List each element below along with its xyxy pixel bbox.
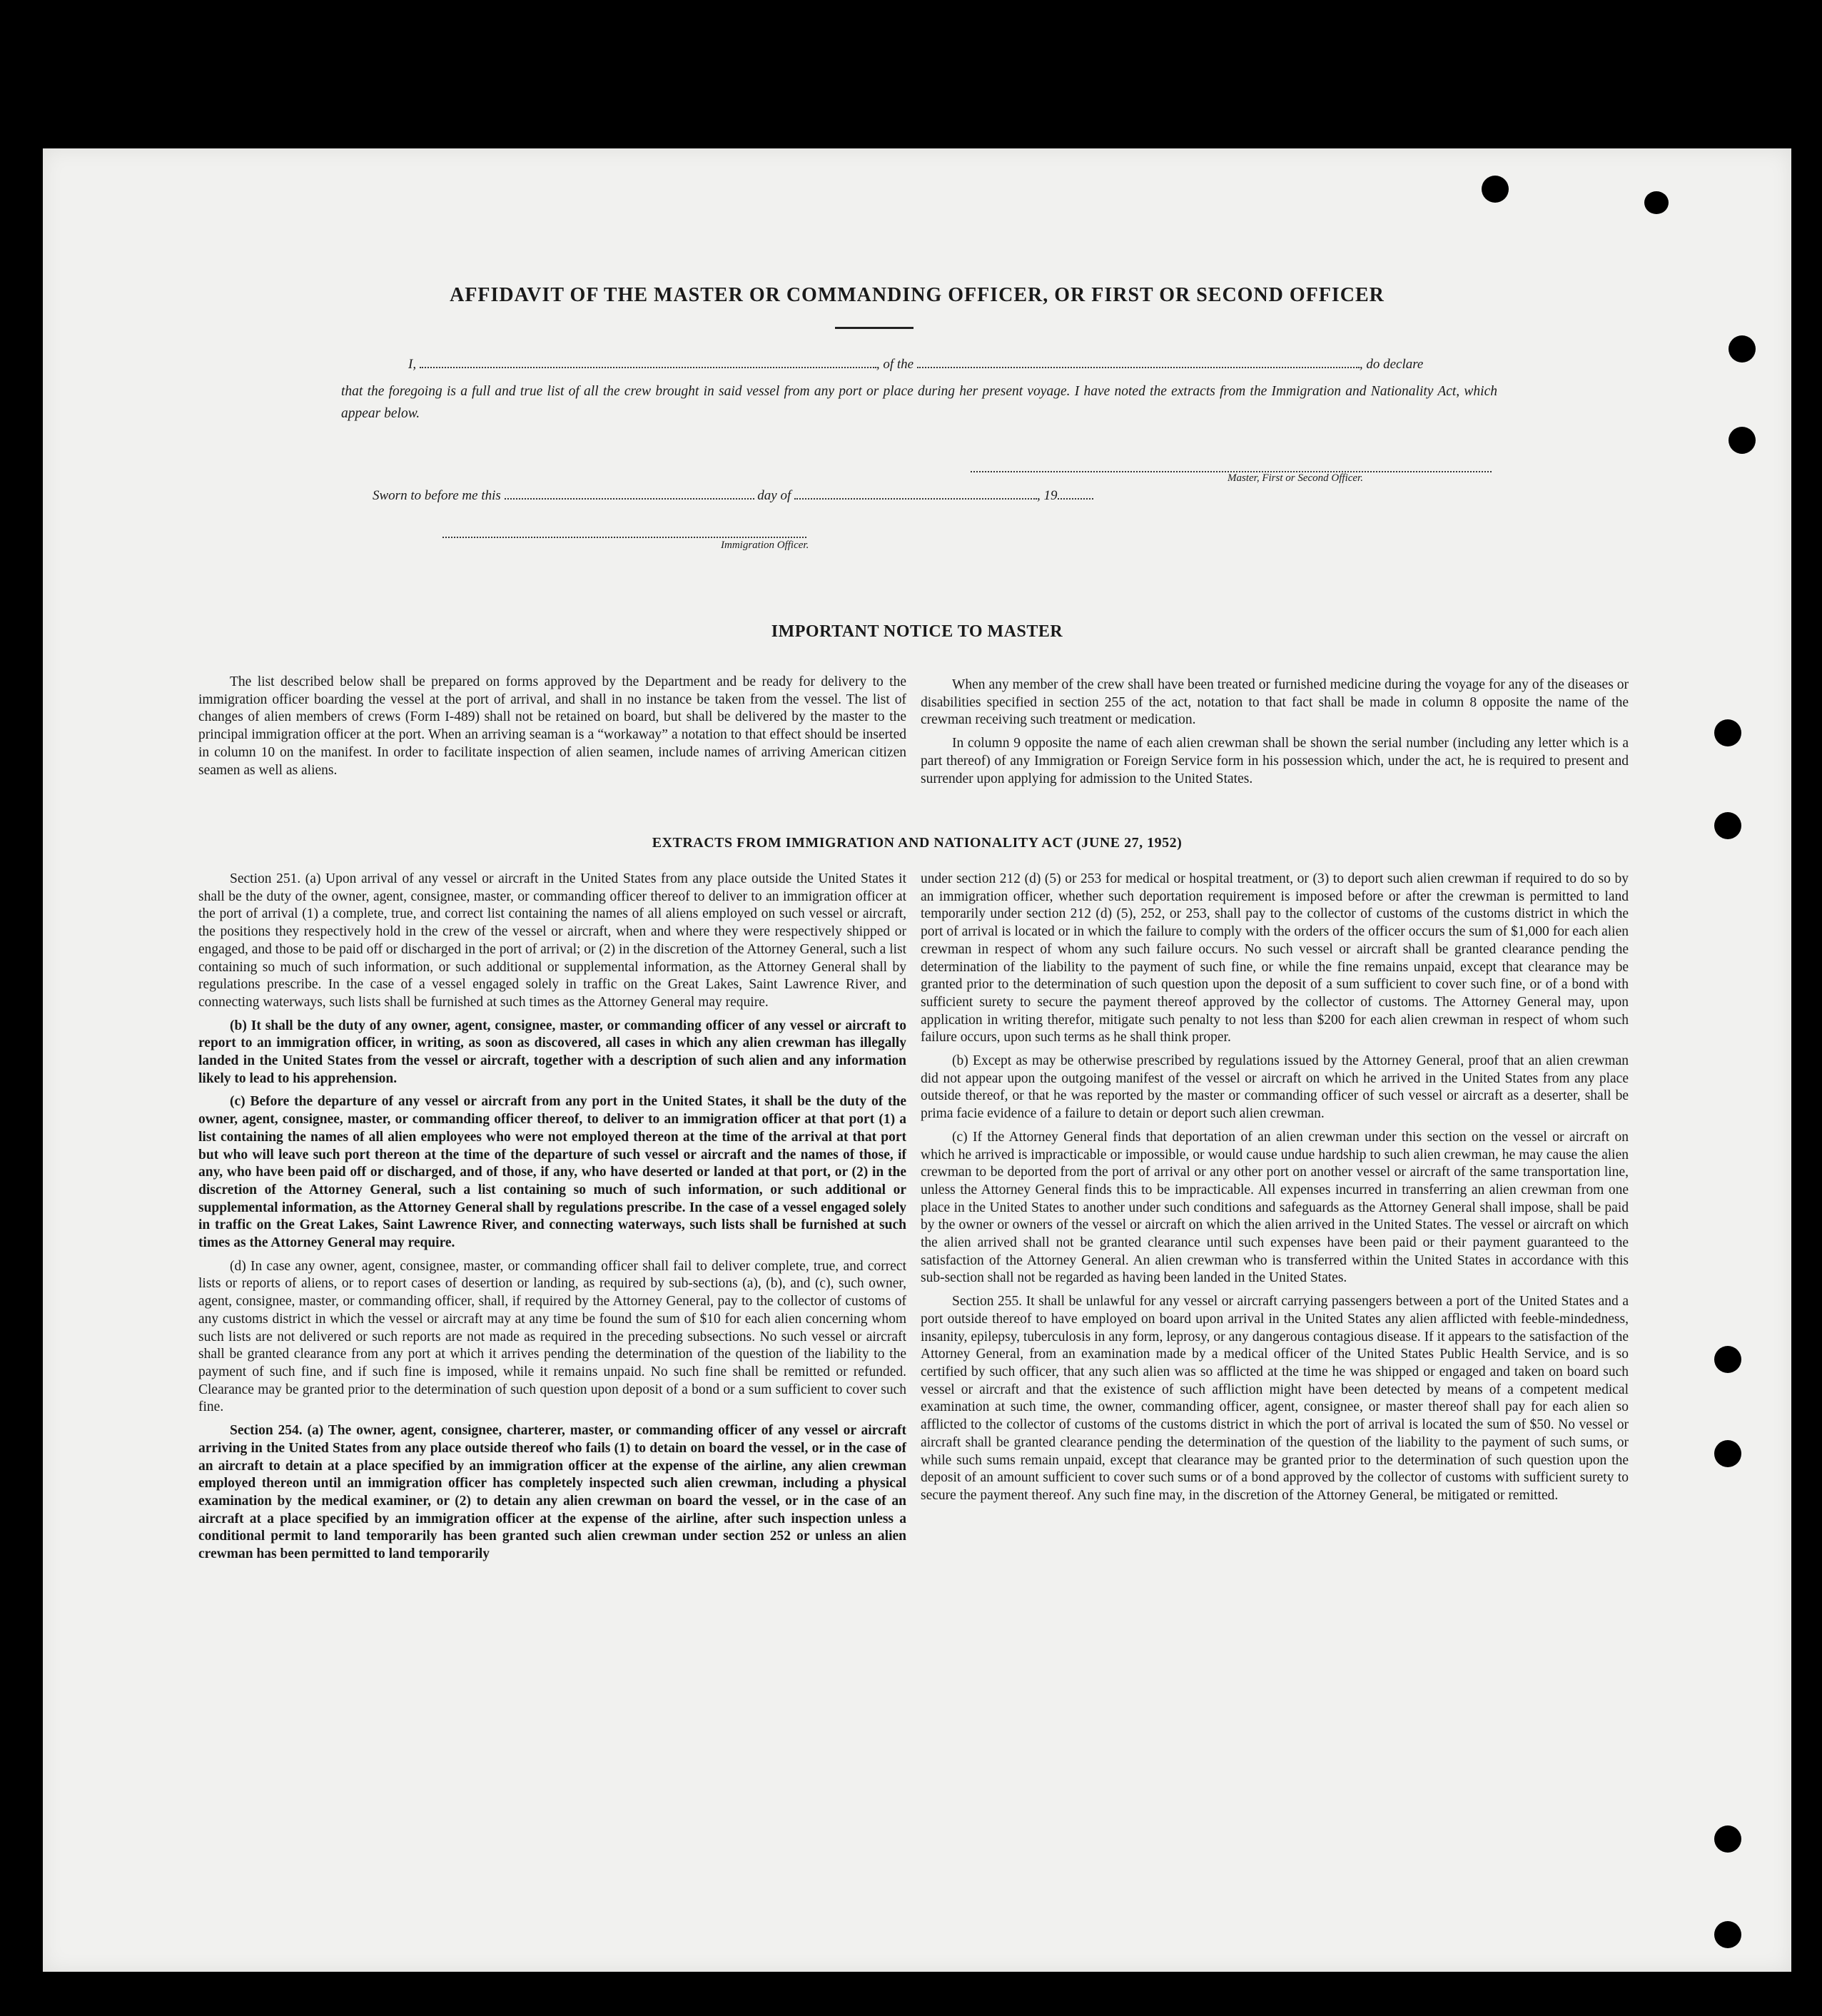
section-254-a: Section 254. (a) The owner, agent, consignee, charterer, master, or commanding officer of any vessel or aircraft arriving in the United States from any place outside thereof who fails (1) to detain on board the vessel, or in the case of an aircraft to detain at a place specified by an immigration officer at the expense of the airline, any alien crewman employed thereon until an immigration officer has completely inspected such alien crewman, including a physical examination by the medical examiner, or (2) to detain any alien crewman on board the vessel, or in the case of an aircraft at a place specified by an immigration officer at the expense of the airline, after such inspection unless a conditional permit to land temporarily has been granted such alien crewman under section 252 or unless an alien crewman has been permitted to land temporarily (198, 1423, 906, 1562)
affidavit-title: AFFIDAVIT OF THE MASTER OR COMMANDING OFFICER, OR FIRST OR SECOND OFFICER (450, 284, 1385, 306)
extracts-left-column (198, 871, 906, 1569)
punch-hole (1714, 1825, 1741, 1853)
section-251-b: (b) It shall be the duty of any owner, agent, consignee, master, or commanding officer of any vessel or aircraft to report to an immigration officer, in writing, as soon as discovered, all cases in which any alien crewman has illegally landed in the United States from the vessel or aircraft, together with a description of such alien and any information likely to lead to his apprehension. (198, 1018, 906, 1086)
title-divider (835, 327, 913, 329)
officer-signature-line[interactable] (442, 535, 806, 538)
declaration-line (408, 357, 1423, 373)
declaration-of-the: , of the (876, 357, 914, 372)
punch-hole (1644, 191, 1669, 214)
section-255: Section 255. It shall be unlawful for any vessel or aircraft carrying passengers between a port of the United States and a port outside thereof to have employed on board upon arrival in the United States any alien afflicted with feeble-mindedness, insanity, epilepsy, tuberculosis in any form, leprosy, or any dangerous contagious disease. If it appears to the satisfaction of the Attorney General, from an examination made by a medical officer of the United States Public Health Service, and is so certified by such officer, that any such alien was so afflicted at the time he was shipped or engaged and taken on board such vessel or aircraft and that the existence of such affliction might have been detected by means of a competent medical examination at such time, the owner, commanding officer, agent, consignee, or master thereof shall pay for each alien so afflicted to the collector of customs of the customs district in which the port of arrival is located the sum of $50. No vessel or aircraft shall be granted clearance pending the determination of the question of the liability to the payment of such sums, or while such sums remain unpaid, except that clearance may be granted prior to the determination of such question upon the deposit of an amount sufficient to cover such sums or of a bond approved by the collector of customs with sufficient surety to secure the payment thereof. Any such fine may, in the discretion of the Attorney General, be mitigated or remitted. (921, 1294, 1629, 1503)
section-251-a: Section 251. (a) Upon arrival of any vessel or aircraft in the United States from any place outside the United States it shall be the duty of the owner, agent, consignee, master, or commanding officer thereof to deliver to an immigration officer at the port of arrival (1) a complete, true, and correct list containing the names of all aliens employed on such vessel or aircraft, the positions they respectively hold in the crew of the vessel or aircraft, when and where they were respectively shipped or engaged, and those to be paid off or discharged in the port of arrival; or (2) in the discretion of the Attorney General, such a list containing so much of such information, or such additional or supplemental information, as the Attorney General shall by regulations prescribe. In the case of a vessel engaged solely in traffic on the Great Lakes, Saint Lawrence River, and connecting waterways, such lists shall be furnished at such times as the Attorney General may require. (198, 871, 906, 1010)
notice-left-column (198, 674, 906, 785)
notice-right-column (921, 677, 1629, 794)
declaration-do-declare: , do declare (1359, 357, 1424, 372)
master-signature-caption: Master, First or Second Officer. (1228, 472, 1363, 484)
section-251-c: (c) Before the departure of any vessel or aircraft from any port in the United States, it shall be the duty of the owner, agent, consignee, master, or commanding officer thereof, to deliver to an immigration officer at that port (1) a list containing the names of all alien employees who were not employed thereon at the time of the arrival at that port but who will leave such port thereon at the time of the departure of such vessel or aircraft and the names of those, if any, who have been paid off or discharged, and of those, if any, who have deserted or landed at that port, or (2) in the discretion of the Attorney General, such a list containing so much of such information, or such additional or supplemental information, as the Attorney General shall by regulations prescribe. In the case of a vessel engaged solely in traffic on the Great Lakes, Saint Lawrence River, and connecting waterways, such lists shall be furnished at such times as the Attorney General may require. (198, 1094, 906, 1251)
extracts-right-column (921, 871, 1629, 1511)
punch-hole (1714, 719, 1741, 746)
punch-hole (1714, 1921, 1741, 1948)
sworn-text: Sworn to before me this (373, 488, 501, 503)
punch-hole (1729, 427, 1756, 454)
declaration-statement: that the foregoing is a full and true list of all the crew brought in said vessel from any port or place during her present voyage. I have noted the extracts from the Immigration and Nationality Act, which appear below. (341, 384, 1497, 421)
punch-hole (1714, 1440, 1741, 1467)
officer-signature-caption: Immigration Officer. (721, 540, 809, 551)
section-251-d: (d) In case any owner, agent, consignee, master, or commanding officer shall fail to deliver complete, true, and correct lists or reports of aliens, or to report cases of desertion or landing, as required by sub-sections (a), (b), and (c), such owner, agent, consignee, master, or commanding officer, shall, if required by the Attorney General, pay to the collector of customs of any customs district in which the vessel or aircraft may at any time be found the sum of $10 for each alien concerning whom such lists are not delivered or such reports are not made as required in the preceding subsections. No such vessel or aircraft shall be granted clearance from any port at which it arrives pending the determination of the question of the liability to the payment of such fine, and if such fine is imposed, while it remains unpaid. No such fine shall be remitted or refunded. Clearance may be granted prior to the determination of such question upon deposit of a bond or a sum sufficient to cover such fine. (198, 1258, 906, 1415)
extracts-title: EXTRACTS FROM IMMIGRATION AND NATIONALITY ACT (JUNE 27, 1952) (652, 835, 1183, 851)
section-254-b: (b) Except as may be otherwise prescribed by regulations issued by the Attorney General, proof that an alien crewman did not appear upon the outgoing manifest of the vessel or aircraft on which he arrived in the United States from any place outside thereof, or that he was reported by the master or commanding officer of such vessel or aircraft as a deserter, shall be prima facie evidence of a failure to detain or deport such alien crewman. (921, 1053, 1629, 1122)
sworn-month-blank[interactable] (794, 488, 1037, 500)
year-prefix: , 19 (1037, 488, 1058, 503)
day-of-text: day of (757, 488, 791, 503)
section-254-c: (c) If the Attorney General finds that deportation of an alien crewman under this section on the vessel or aircraft on which he arrived is impracticable or impossible, or would cause undue hardship to such alien crewman, he may cause the alien crewman to be deported from the port of arrival or any other port on another vessel or aircraft of the same transportation line, unless the Attorney General finds this to be impracticable. All expenses incurred in transferring an alien crewman from one place in the United States to another under such conditions and safeguards as the Attorney General shall impose, shall be paid by the owner or owners of the vessel or aircraft on which the alien arrived in the United States. The vessel or aircraft on which the alien arrived shall not be granted clearance until such expenses have been paid or their payment guaranteed to the satisfaction of the Attorney General. An alien crewman who is transferred within the United States in accordance with this sub-section shall not be regarded as having been landed in the United States. (921, 1129, 1629, 1286)
sworn-year-blank[interactable] (1058, 488, 1093, 500)
punch-hole (1482, 176, 1509, 203)
notice-right-paragraph-2: In column 9 opposite the name of each alien crewman shall be shown the serial number (including any letter which is a part thereof) of any Immigration or Foreign Service form in his possession which, under the act, he is required to present and surrender upon applying for admission to the United States. (921, 736, 1629, 786)
sworn-day-blank[interactable] (505, 488, 754, 500)
section-254-a-continued: under section 212 (d) (5) or 253 for medical or hospital treatment, or (3) to deport such alien crewman if required to do so by an immigration officer, whether such deportation requirement is imposed before or after the crewman is permitted to land temporarily under section 212 (d) (5), 252, or 253, shall pay to the collector of customs of the customs district in which the port of arrival is located or in which the failure to comply with the orders of the officer occurs the sum of $1,000 for each alien crewman in respect of whom any such failure occurs. No such vessel or aircraft shall be granted clearance pending the determination of the liability to the payment of such fine, or while the fine remains unpaid, except that clearance may be granted prior to the determination of such question upon the deposit of a sum sufficient to cover such fine, or of a bond with sufficient surety to secure the payment thereof approved by the collector of customs. The Attorney General may, upon application in writing therefor, mitigate such penalty to not less than $200 for each alien crewman in respect of whom such failure occurs, upon such terms as he shall think proper. (921, 871, 1629, 1045)
punch-hole (1714, 1346, 1741, 1373)
document-page (43, 148, 1791, 1972)
vessel-blank[interactable] (917, 357, 1360, 368)
notice-left-paragraph: The list described below shall be prepared on forms approved by the Department and be ready for delivery to the immigration officer boarding the vessel at the port of arrival, and shall in no instance be taken from the vessel. The list of changes of alien members of crews (Form I-489) shall not be retained on board, but shall be delivered by the master to the principal immigration officer at the port. When an arriving seaman is a “workaway” a notation to that effect should be inserted in column 10 on the manifest. In order to facilitate inspection of alien seamen, include names of arriving American citizen seamen as well as aliens. (198, 674, 906, 778)
name-blank[interactable] (420, 357, 876, 368)
punch-hole (1729, 335, 1756, 363)
declaration-i: I, (408, 357, 417, 372)
notice-right-paragraph-1: When any member of the crew shall have been treated or furnished medicine during the voyage for any of the diseases or disabilities specified in section 255 of the act, notation to that fact shall be made in column 8 opposite the name of the crewman receiving such treatment or medication. (921, 677, 1629, 728)
notice-title: IMPORTANT NOTICE TO MASTER (771, 622, 1063, 641)
sworn-line (373, 488, 1093, 504)
